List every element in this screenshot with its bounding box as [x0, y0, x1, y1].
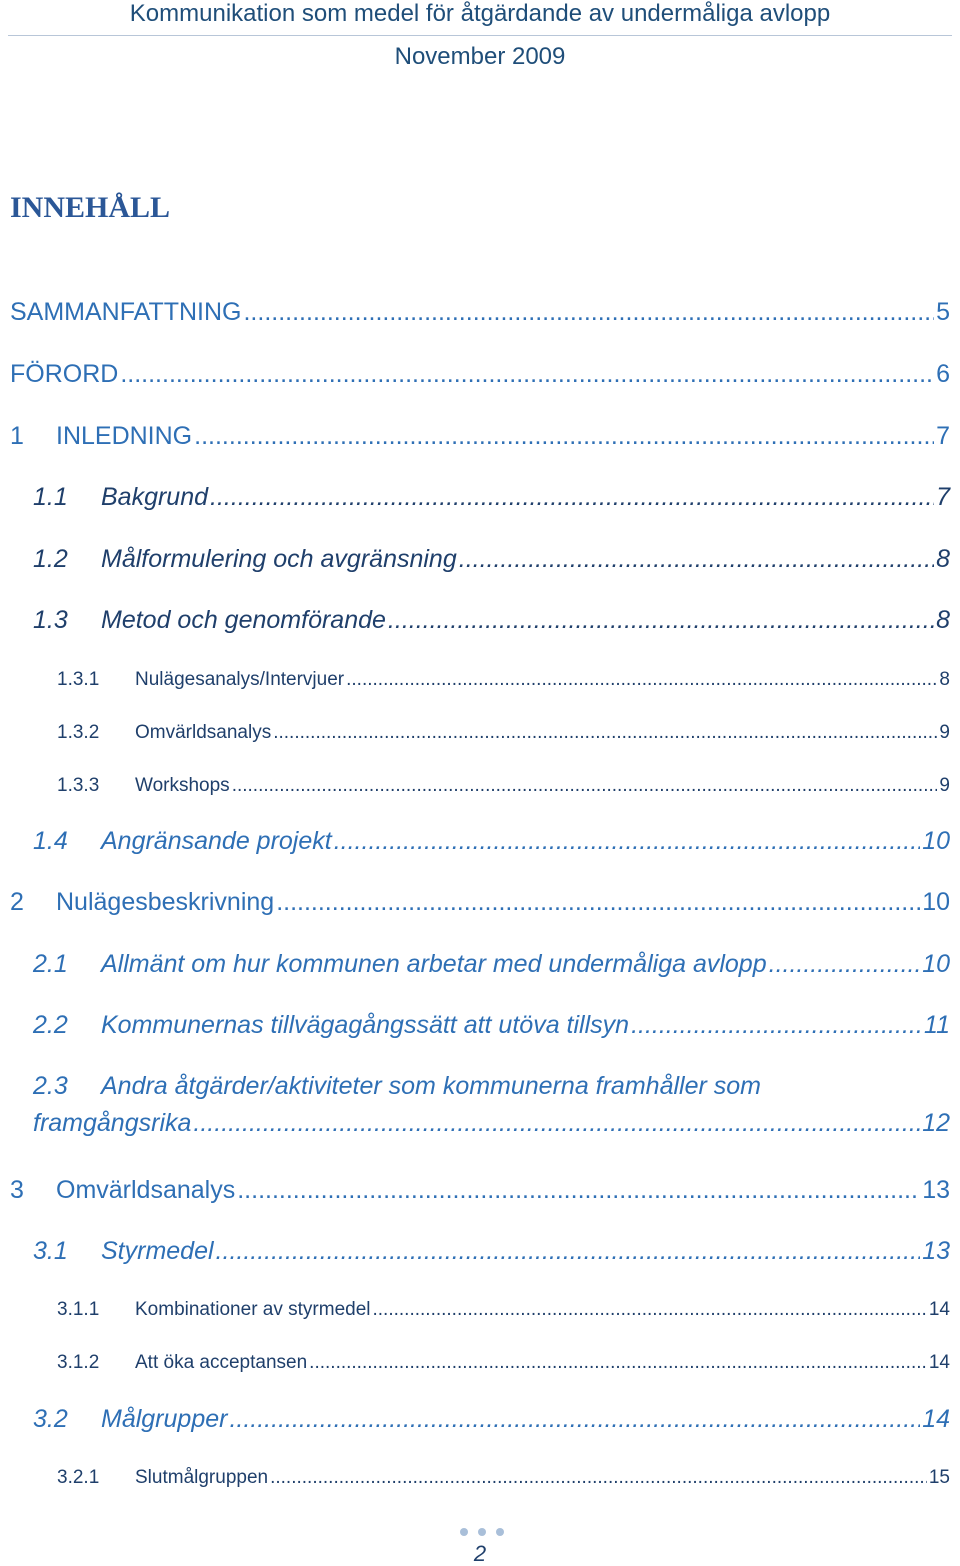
toc-entry-page: 15: [928, 1467, 950, 1488]
toc-entry-3-2-1[interactable]: [57, 1467, 950, 1489]
toc-entry-1-3[interactable]: [33, 606, 950, 635]
toc-entry-number: 3.1.2: [57, 1352, 100, 1373]
toc-leader-dots: [388, 606, 934, 635]
toc-leader-dots: [273, 722, 937, 744]
toc-entry-1-4[interactable]: [33, 827, 950, 856]
toc-entry-number: 1.2: [33, 545, 68, 573]
toc-entry-1-3-3[interactable]: [57, 775, 950, 797]
toc-entry-1-2[interactable]: [33, 545, 950, 574]
toc-entry-sammanfattning[interactable]: [10, 298, 950, 327]
toc-leader-dots: [373, 1299, 927, 1321]
toc-entry-label: Att öka acceptansen: [135, 1352, 308, 1373]
toc-entry-page: 8: [936, 545, 950, 573]
toc-entry-3-1-2[interactable]: [57, 1352, 950, 1374]
toc-entry-label: Kommunernas tillvägagångssätt att utöva tillsyn: [101, 1011, 630, 1039]
toc-entry-label: FÖRORD: [10, 360, 119, 388]
toc-entry-page: 13: [922, 1237, 950, 1265]
toc-entry-number: 1.1: [33, 483, 68, 511]
toc-entry-number: 3: [10, 1176, 24, 1204]
toc-entry-2-2[interactable]: [33, 1011, 950, 1040]
toc-entry-label: Målformulering och avgränsning: [101, 545, 457, 573]
toc-leader-dots: [216, 1237, 921, 1266]
footer-ornament-dots: [460, 1528, 504, 1538]
footer-dot: [478, 1528, 486, 1536]
toc-entry-label: Målgrupper: [101, 1405, 228, 1433]
page-number: 2: [473, 1541, 487, 1566]
toc-entry-3-1[interactable]: [33, 1237, 950, 1266]
toc-entry-label: Slutmålgruppen: [135, 1467, 269, 1488]
toc-entry-number: 3.2.1: [57, 1467, 100, 1488]
toc-entry-page: 9: [939, 775, 950, 796]
toc-entry-label: Allmänt om hur kommunen arbetar med undermåliga avlopp: [101, 950, 767, 978]
toc-leader-dots: [309, 1352, 927, 1374]
toc-entry-label: Workshops: [135, 775, 230, 796]
document-title: Kommunikation som medel för åtgärdande av undermåliga avlopp: [129, 0, 831, 27]
toc-entry-number: 3.1: [33, 1237, 68, 1265]
toc-entry-label: INLEDNING: [56, 422, 193, 450]
toc-entry-label: Omvärldsanalys: [135, 722, 272, 743]
toc-entry-label: Nulägesanalys/Intervjuer: [135, 669, 345, 690]
toc-entry-label: Metod och genomförande: [101, 606, 386, 634]
toc-leader-dots: [193, 1109, 920, 1138]
toc-entry-page: 10: [922, 950, 950, 978]
toc-entry-label: SAMMANFATTNING: [10, 298, 242, 326]
toc-entry-label: Bakgrund: [101, 483, 209, 511]
toc-entry-forord[interactable]: [10, 360, 950, 389]
toc-leader-dots: [210, 483, 934, 512]
toc-entry-3[interactable]: [10, 1176, 950, 1205]
toc-leader-dots: [243, 298, 934, 327]
toc-entry-label: Kombinationer av styrmedel: [135, 1299, 371, 1320]
toc-leader-dots: [769, 950, 921, 979]
toc-leader-dots: [270, 1467, 927, 1489]
toc-entry-number: 2: [10, 888, 24, 916]
toc-entry-page: 11: [924, 1011, 950, 1039]
toc-leader-dots: [120, 360, 934, 389]
toc-entry-page: 7: [936, 483, 950, 511]
header-divider: [8, 35, 952, 36]
toc-entry-label: Andra åtgärder/aktiviteter som kommunerna framhåller som: [101, 1072, 761, 1100]
toc-entry-label: Omvärldsanalys: [56, 1176, 236, 1204]
footer-dot: [496, 1528, 504, 1536]
toc-leader-dots: [276, 888, 920, 917]
toc-leader-dots: [346, 669, 937, 691]
toc-entry-page: 6: [936, 360, 950, 388]
toc-entry-2-1[interactable]: [33, 950, 950, 979]
toc-entry-page: 7: [936, 422, 950, 450]
toc-entry-number: 2.3: [33, 1072, 68, 1100]
toc-entry-1-3-1[interactable]: [57, 669, 950, 691]
toc-entry-page: 9: [939, 722, 950, 743]
toc-entry-2-3[interactable]: [33, 1072, 950, 1138]
toc-entry-number: 1.3.3: [57, 775, 100, 796]
toc-leader-dots: [194, 422, 934, 451]
toc-entry-page: 8: [936, 606, 950, 634]
toc-leader-dots: [232, 775, 938, 797]
toc-entry-page: 10: [922, 888, 950, 916]
document-date: November 2009: [394, 43, 566, 70]
toc-entry-page: 14: [928, 1352, 950, 1373]
toc-entry-page: 14: [928, 1299, 950, 1320]
toc-entry-3-2[interactable]: [33, 1405, 950, 1434]
toc-entry-number: 1.3.1: [57, 669, 100, 690]
toc-entry-1-3-2[interactable]: [57, 722, 950, 744]
toc-entry-number: 3.1.1: [57, 1299, 100, 1320]
toc-entry-number: 1.4: [33, 827, 68, 855]
toc-entry-number: 2.1: [33, 950, 68, 978]
toc-entry-number: 3.2: [33, 1405, 68, 1433]
toc-entry-1[interactable]: [10, 422, 950, 451]
toc-entry-label-continued: framgångsrika: [33, 1109, 192, 1137]
toc-entry-page: 14: [922, 1405, 950, 1433]
toc-entry-label: Angränsande projekt: [101, 827, 332, 855]
toc-entry-page: 10: [922, 827, 950, 855]
toc-entry-2[interactable]: [10, 888, 950, 917]
toc-entry-number: 1: [10, 422, 24, 450]
toc-entry-page: 12: [922, 1109, 950, 1137]
toc-leader-dots: [237, 1176, 920, 1205]
toc-leader-dots: [229, 1405, 920, 1434]
toc-heading: INNEHÅLL: [10, 191, 171, 224]
toc-entry-page: 13: [922, 1176, 950, 1204]
toc-entry-1-1[interactable]: [33, 483, 950, 512]
toc-entry-page: 8: [939, 669, 950, 690]
toc-entry-number: 1.3.2: [57, 722, 100, 743]
toc-entry-number: 1.3: [33, 606, 68, 634]
toc-entry-3-1-1[interactable]: [57, 1299, 950, 1321]
toc-leader-dots: [334, 827, 920, 856]
footer-dot: [460, 1528, 468, 1536]
toc-entry-number: 2.2: [33, 1011, 68, 1039]
toc-entry-label: Styrmedel: [101, 1237, 214, 1265]
toc-leader-dots: [459, 545, 934, 574]
toc-entry-label: Nulägesbeskrivning: [56, 888, 275, 916]
toc-entry-page: 5: [936, 298, 950, 326]
toc-leader-dots: [631, 1011, 922, 1040]
